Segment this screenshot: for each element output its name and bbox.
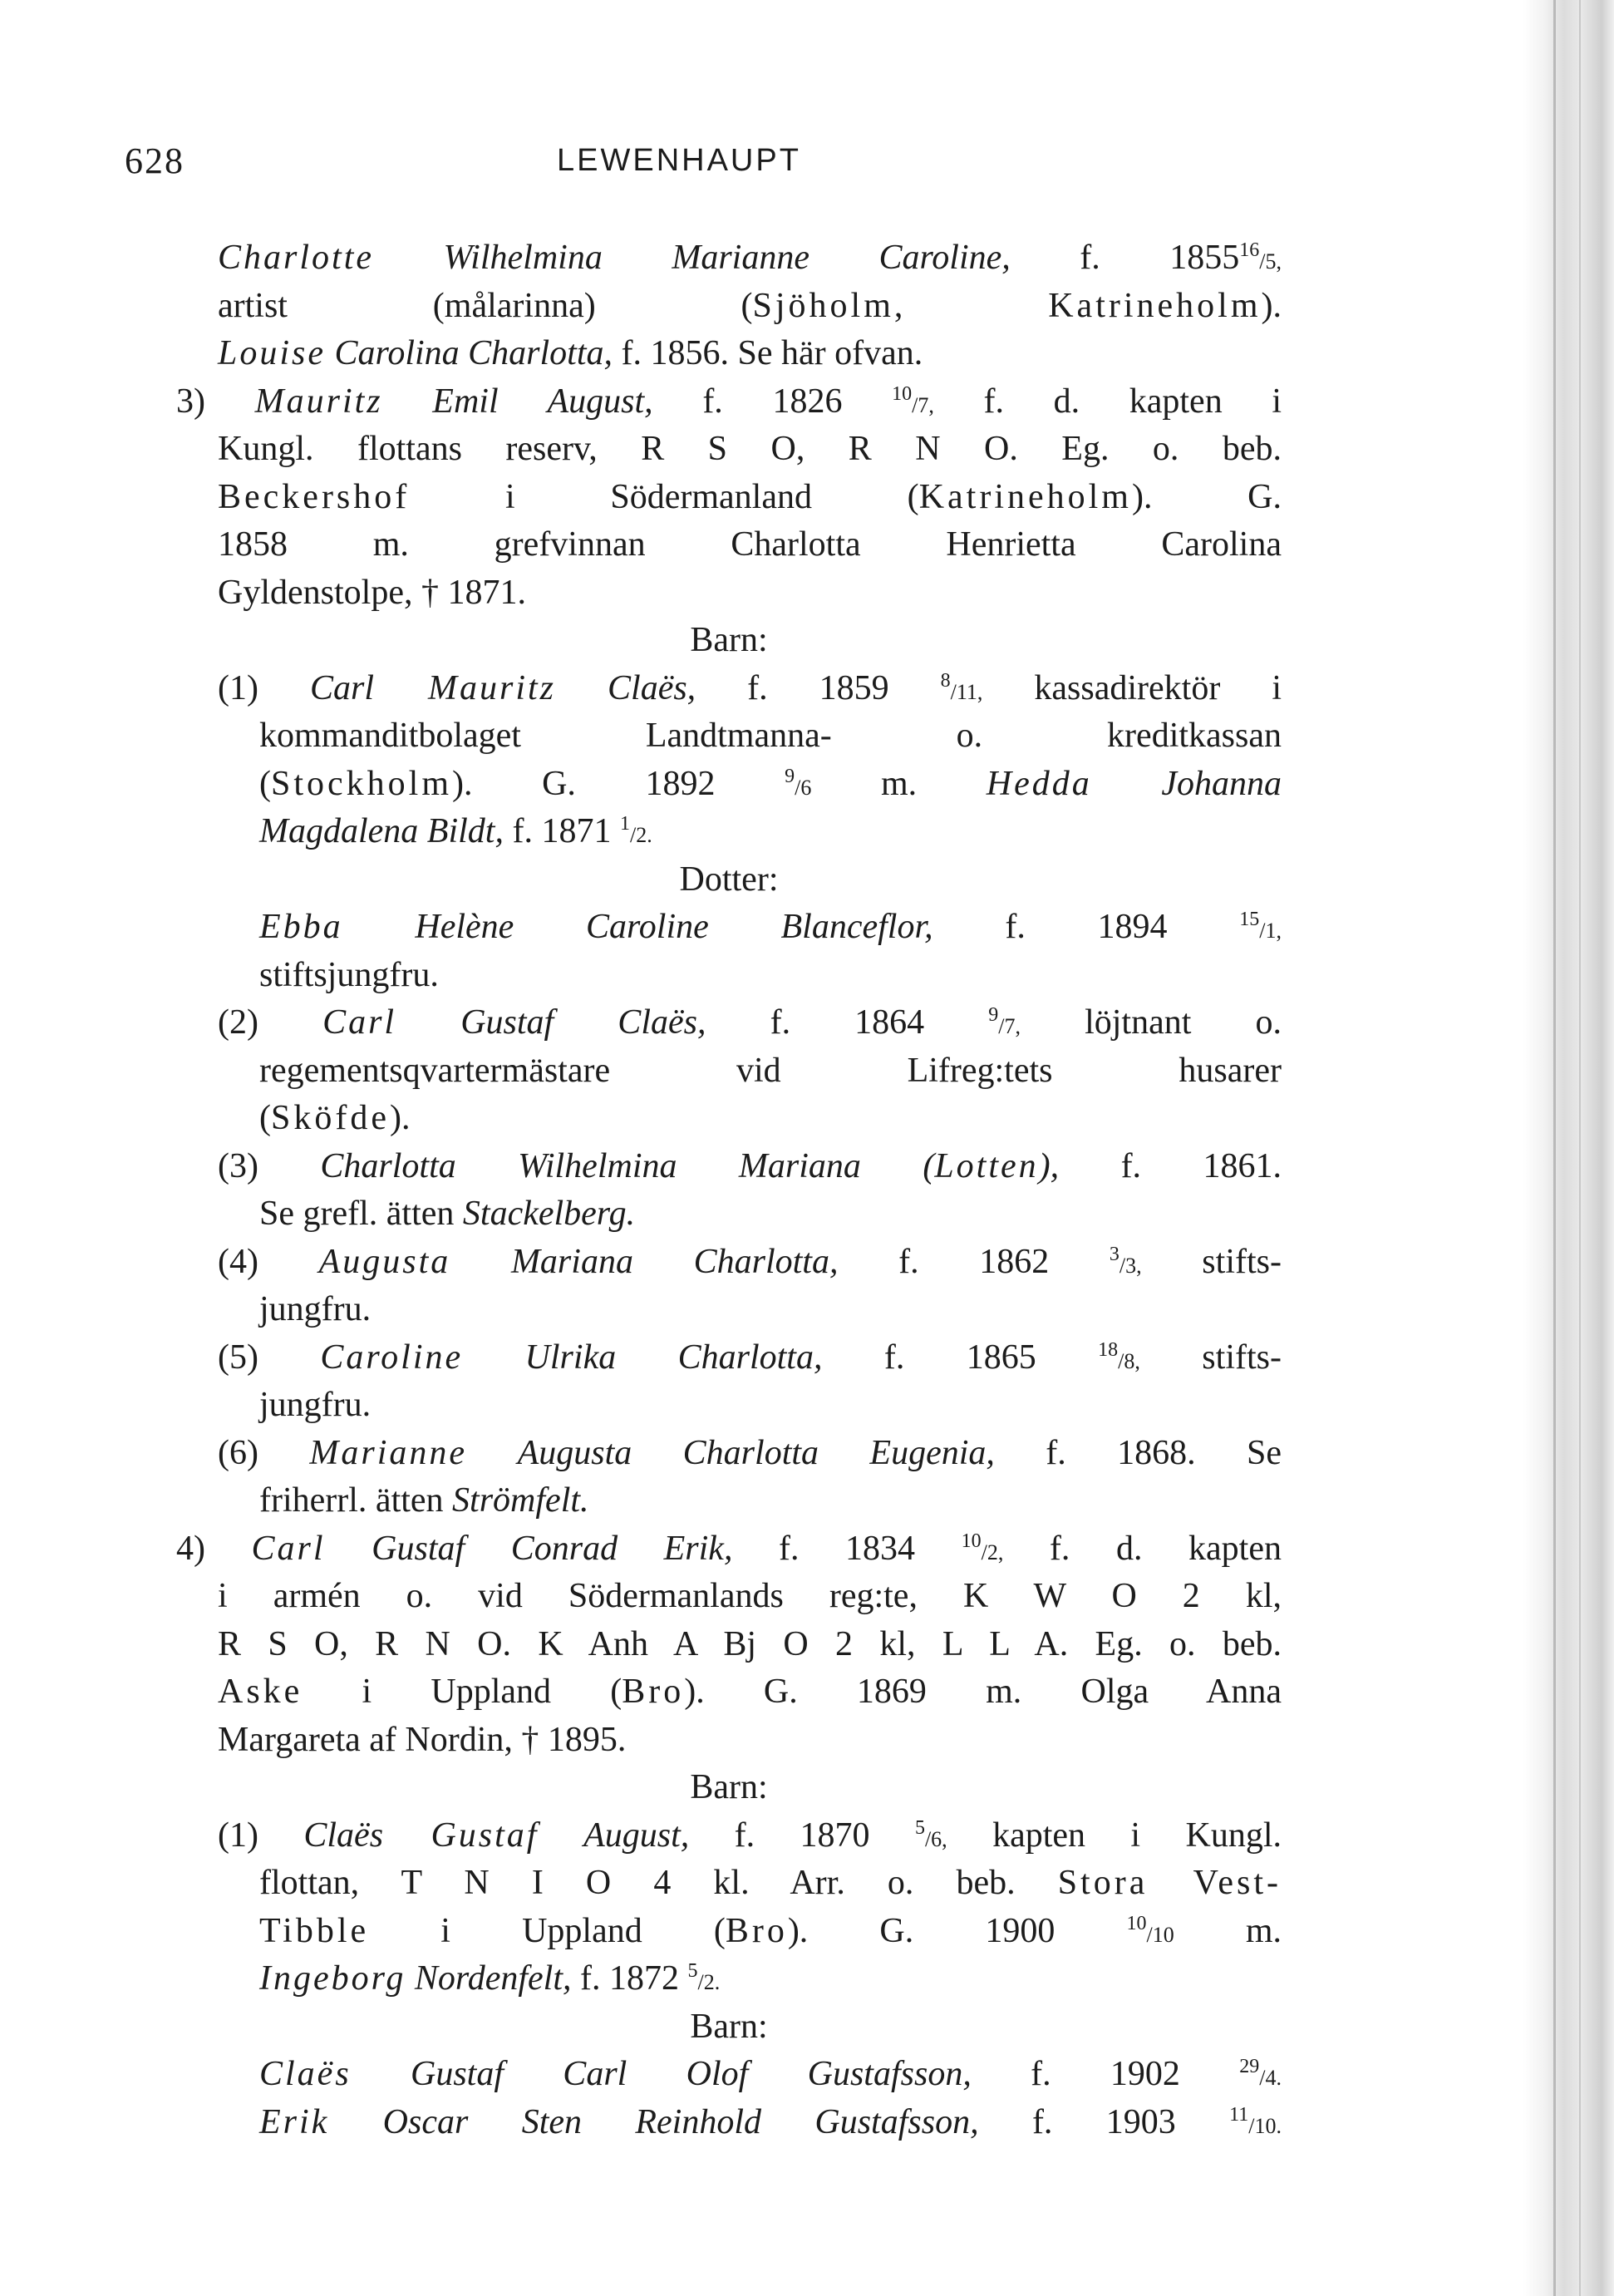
- line-text: f. 1826: [652, 382, 893, 421]
- book-edge-line: [1579, 0, 1581, 2296]
- date-superscript: 9: [988, 1004, 999, 1026]
- line-text: Gyldenstolpe, † 1871.: [218, 573, 526, 612]
- spaced-name: Lotten: [934, 1146, 1039, 1185]
- spaced-name: Louise: [218, 334, 327, 372]
- text-line: [176, 1095, 1282, 1143]
- line-text: f. 1903: [978, 2102, 1230, 2141]
- italic-text: Magdalena Bildt,: [259, 812, 504, 850]
- line-text: i Södermanland (: [410, 477, 919, 516]
- spaced-name: Marianne: [309, 1433, 468, 1472]
- italic-text: August,: [539, 1816, 690, 1855]
- line-text: kapten i Kungl.: [947, 1816, 1282, 1855]
- italic-text: Claës: [303, 1816, 384, 1855]
- text-line: [176, 2099, 1282, 2147]
- spaced-place: Stockholm: [271, 764, 453, 803]
- spaced-place: Tibble: [259, 1911, 370, 1950]
- text-line: [176, 1955, 1282, 2003]
- line-text: m.: [811, 764, 987, 803]
- line-text: ). G.: [1131, 477, 1282, 516]
- spaced-place: Stora Vest-: [1057, 1864, 1282, 1902]
- text-line: [176, 1717, 1282, 1765]
- date-month: /2,: [981, 1540, 1004, 1564]
- text-line: [176, 1190, 1282, 1239]
- text-line: [176, 1764, 1282, 1812]
- line-text: f. 1872: [571, 1959, 688, 1998]
- text-line: [176, 378, 1282, 426]
- date-month: /6: [795, 775, 812, 800]
- text-line: [176, 521, 1282, 569]
- italic-text: Claës,: [556, 668, 696, 707]
- page-number: 628: [125, 140, 185, 181]
- date-month: /8,: [1118, 1348, 1140, 1373]
- line-text: flottan, T N I O 4 kl. Arr. o. beb.: [259, 1864, 1058, 1902]
- italic-text: Mariana Charlotta,: [450, 1242, 839, 1281]
- text-line: [176, 1812, 1282, 1860]
- line-text: f. 1868. Se: [994, 1433, 1282, 1472]
- text-line: [176, 856, 1282, 904]
- line-text: f. 1834: [732, 1529, 962, 1568]
- line-text: ). G. 1900: [787, 1911, 1127, 1950]
- line-text: Kungl. flottans reserv, R S O, R N O. Eg. o. beb.: [218, 430, 1282, 468]
- text-line: [176, 1573, 1282, 1621]
- book-edge-shadow: [1315, 0, 1614, 2296]
- running-head: LEWENHAUPT: [557, 143, 801, 178]
- line-text: (5): [218, 1338, 321, 1377]
- date-superscript: 10: [961, 1530, 982, 1552]
- italic-text: Oscar Sten Reinhold Gustafsson,: [329, 2102, 979, 2141]
- date-month: /2.: [629, 823, 652, 847]
- text-line: [176, 1860, 1282, 1908]
- text-line: [176, 1668, 1282, 1717]
- text-line: [176, 808, 1282, 856]
- date-superscript: 10: [892, 382, 913, 405]
- line-text: kommanditbolaget Landtmanna- o. kreditkassan: [259, 717, 1282, 755]
- line-text: Barn:: [690, 621, 768, 659]
- italic-text: Helène Caroline Blanceflor,: [342, 908, 933, 946]
- spaced-name: Carl: [251, 1529, 326, 1568]
- spaced-name: Hedda: [986, 764, 1092, 803]
- date-superscript: 1: [619, 813, 630, 835]
- text-line: [176, 617, 1282, 665]
- date-month: /11,: [950, 679, 983, 704]
- spaced-name: Ingeborg: [259, 1959, 406, 1998]
- line-text: i armén o. vid Södermanlands reg:te, K W O 2 kl,: [218, 1577, 1282, 1615]
- text-line: [176, 1286, 1282, 1334]
- date-month: /1,: [1259, 919, 1282, 943]
- line-text: friherrl. ätten: [259, 1481, 453, 1520]
- text-line: [176, 904, 1282, 952]
- line-text: kassadirektör i: [982, 668, 1282, 707]
- date-month: /6,: [924, 1826, 947, 1851]
- italic-text: ),: [1038, 1146, 1060, 1185]
- italic-text: Johanna: [1091, 764, 1282, 803]
- line-text: f. d. kapten: [1003, 1529, 1282, 1568]
- line-text: Dotter:: [679, 860, 779, 899]
- line-text: stifts-: [1139, 1338, 1282, 1377]
- spaced-place: Bro: [725, 1911, 788, 1950]
- line-text: f. 1894: [932, 908, 1240, 946]
- line-text: f. 1855: [1010, 239, 1240, 277]
- spaced-place: Sjöholm: [752, 286, 894, 325]
- spaced-name: Carl: [322, 1003, 397, 1042]
- spaced-name: Mauritz: [374, 668, 557, 707]
- spaced-name: Augusta: [318, 1242, 451, 1281]
- line-text: (1): [218, 1816, 304, 1855]
- spaced-place: Aske: [218, 1673, 303, 1711]
- text-line: [176, 234, 1282, 283]
- text-line: [176, 761, 1282, 809]
- date-superscript: 15: [1239, 909, 1260, 930]
- date-month: /7,: [998, 1014, 1021, 1038]
- spaced-name: Mauritz: [254, 382, 383, 421]
- line-text: Barn:: [690, 2007, 768, 2046]
- line-text: f. 1870: [689, 1816, 915, 1855]
- spaced-name: Charlotte: [218, 239, 375, 277]
- line-text: (1): [218, 668, 310, 707]
- text-line: [176, 1621, 1282, 1669]
- line-text: 3): [176, 382, 255, 421]
- line-text: f. 1861.: [1059, 1146, 1282, 1185]
- spaced-name: Ebba: [259, 908, 343, 946]
- line-text: (3): [218, 1146, 321, 1185]
- text-line: [176, 712, 1282, 761]
- italic-text: Charlotta Wilhelmina Mariana (: [320, 1146, 935, 1185]
- text-line: [176, 283, 1282, 331]
- date-superscript: 3: [1109, 1243, 1119, 1265]
- italic-text: Gustaf Claës,: [396, 1003, 706, 1042]
- date-superscript: 18: [1098, 1338, 1119, 1361]
- date-month: /2.: [697, 1970, 721, 1994]
- date-month: /3,: [1119, 1253, 1142, 1278]
- date-month: /7,: [912, 392, 934, 417]
- line-text: f. d. kapten i: [933, 382, 1282, 421]
- spaced-place: Sköfde: [271, 1099, 390, 1137]
- line-text: ,: [893, 286, 1049, 325]
- italic-text: Augusta Charlotta Eugenia,: [467, 1433, 995, 1472]
- italic-text: Carl: [309, 668, 374, 707]
- spaced-name: Claës: [259, 2055, 352, 2093]
- line-text: stiftsjungfru.: [259, 955, 439, 994]
- date-month: /4.: [1259, 2066, 1282, 2090]
- line-text: 1858 m. grefvinnan Charlotta Henrietta Carolina: [218, 525, 1282, 564]
- line-text: f. 1862: [838, 1242, 1110, 1281]
- line-text: Margareta af Nordin, † 1895.: [218, 1720, 627, 1759]
- date-superscript: 5: [914, 1816, 925, 1839]
- text-line: [176, 1908, 1282, 1956]
- line-text: stifts-: [1141, 1242, 1282, 1281]
- genealogy-text: [176, 234, 1282, 2146]
- line-text: regementsqvartermästare vid Lifreg:tets husarer: [259, 1051, 1282, 1090]
- spaced-place: Katrineholm: [918, 477, 1132, 516]
- line-text: R S O, R N O. K Anh A Bj O 2 kl, L L A. Eg. o. beb.: [218, 1624, 1282, 1663]
- spaced-name: Erik: [259, 2102, 330, 2141]
- page-header: [125, 140, 1288, 190]
- text-line: [176, 1382, 1282, 1430]
- text-line: [176, 1525, 1282, 1574]
- spaced-place: Bro: [622, 1673, 685, 1711]
- date-superscript: 29: [1239, 2056, 1260, 2077]
- line-text: (4): [218, 1242, 319, 1281]
- italic-text: Carolina Charlotta,: [326, 334, 613, 372]
- text-line: [176, 2003, 1282, 2052]
- line-text: f. 1856. Se här ofvan.: [613, 334, 923, 372]
- spaced-name: Gustaf: [383, 1816, 539, 1855]
- date-superscript: 16: [1239, 239, 1260, 261]
- line-text: m.: [1174, 1911, 1282, 1950]
- line-text: ).: [1261, 286, 1282, 325]
- text-line: [176, 1334, 1282, 1382]
- line-text: Se grefl. ätten: [259, 1195, 463, 1233]
- text-line: [176, 330, 1282, 378]
- text-line: [176, 1143, 1282, 1191]
- date-superscript: 11: [1229, 2103, 1249, 2126]
- line-text: 4): [176, 1529, 252, 1568]
- text-line: [176, 1047, 1282, 1096]
- line-text: (: [259, 1099, 271, 1137]
- line-text: (6): [218, 1433, 310, 1472]
- text-line: [176, 2051, 1282, 2099]
- line-text: artist (målarinna) (: [218, 286, 753, 325]
- date-month: /5,: [1259, 249, 1282, 273]
- line-text: ). G. 1892: [452, 764, 785, 803]
- text-line: [176, 999, 1282, 1047]
- spaced-place: Katrineholm: [1048, 286, 1262, 325]
- text-line: [176, 474, 1282, 522]
- date-superscript: 8: [940, 669, 951, 692]
- line-text: jungfru.: [259, 1290, 372, 1328]
- book-edge-line: [1553, 0, 1556, 2296]
- italic-text: Ulrika Charlotta,: [463, 1338, 823, 1377]
- line-text: f. 1865: [822, 1338, 1099, 1377]
- italic-text: Stackelberg.: [462, 1195, 636, 1233]
- line-text: f. 1859: [696, 668, 941, 707]
- line-text: Barn:: [690, 1768, 768, 1806]
- line-text: f. 1902: [971, 2055, 1240, 2093]
- date-superscript: 5: [687, 1960, 698, 1982]
- italic-text: Strömfelt.: [452, 1481, 589, 1520]
- text-line: [176, 1477, 1282, 1525]
- text-line: [176, 952, 1282, 1000]
- spaced-name: Caroline: [320, 1338, 464, 1377]
- date-superscript: 9: [785, 765, 795, 787]
- italic-text: Gustaf Carl Olof Gustafsson,: [351, 2055, 972, 2093]
- line-text: jungfru.: [259, 1386, 372, 1424]
- text-line: [176, 1430, 1282, 1478]
- line-text: f. 1871: [503, 812, 620, 850]
- line-text: i Uppland (: [369, 1911, 726, 1950]
- line-text: (2): [218, 1003, 323, 1042]
- italic-text: Wilhelmina Marianne Caroline,: [374, 239, 1011, 277]
- line-text: f. 1864: [706, 1003, 989, 1042]
- text-line: [176, 1239, 1282, 1287]
- line-text: ). G. 1869 m. Olga Anna: [684, 1673, 1282, 1711]
- line-text: (: [259, 764, 271, 803]
- text-line: [176, 665, 1282, 713]
- date-month: /10: [1146, 1922, 1174, 1947]
- line-text: löjtnant o.: [1020, 1003, 1282, 1042]
- italic-text: Emil August,: [382, 382, 653, 421]
- text-line: [176, 426, 1282, 474]
- text-line: [176, 569, 1282, 618]
- line-text: ).: [390, 1099, 411, 1137]
- italic-text: Nordenfelt,: [406, 1959, 572, 1998]
- date-month: /10.: [1248, 2113, 1282, 2138]
- line-text: i Uppland (: [303, 1673, 622, 1711]
- italic-text: Gustaf Conrad Erik,: [325, 1529, 733, 1568]
- date-superscript: 10: [1126, 1912, 1147, 1934]
- spaced-place: Beckershof: [218, 477, 411, 516]
